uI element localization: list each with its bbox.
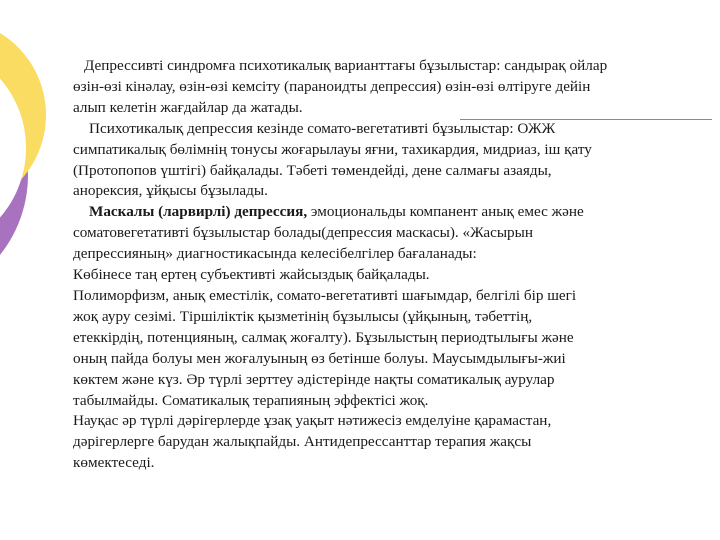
text-line: көмектеседі. — [73, 454, 155, 472]
text-line: көктем және күз. Әр түрлі зерттеу әдістерінде нақты соматикалық аурулар — [73, 370, 555, 388]
text-line: етеккірдің, потенцияның, салмақ жоғалту). Бұзылыстың периодтылығы және — [73, 328, 574, 346]
text-line: анорексия, ұйқысы бұзылады. — [73, 182, 268, 200]
text-line: симпатикалық бөлімнің тонусы жоғарылауы яғни, тахикардия, мидриаз, іш қату — [73, 140, 592, 158]
masked-depression-term: Маскалы (ларвирлі) депрессия, — [89, 203, 308, 221]
paragraph-psychotic-variants — [73, 56, 703, 77]
text-line: Депрессивті синдромға психотикалық варианттағы бұзылыстар: сандырақ ойлар — [84, 57, 608, 74]
text-line: алып келетін жағдайлар да жатады. — [73, 98, 303, 116]
slide-body-text — [73, 56, 703, 474]
text-line: Науқас әр түрлі дәрігерлерде ұзақ уақыт нәтижесіз емделуіне қарамастан, — [73, 412, 552, 430]
text-line: жоқ ауру сезімі. Тіршіліктік қызметінің бұзылысы (ұйқының, тәбеттің, — [73, 307, 533, 325]
paragraph-somato-vegetative — [73, 119, 703, 140]
text-line: дәрігерлерге барудан жалықпайды. Антидепрессанттар терапия жақсы — [73, 433, 532, 451]
text-line: Полиморфизм, анық еместілік, сомато-вегетативті шағымдар, белгілі бір шегі — [73, 286, 577, 304]
text-line: табылмайды. Соматикалық терапияның эффектісі жоқ. — [73, 391, 429, 409]
text-line: (Протопопов үштігі) байқалады. Тәбеті төмендейді, дене салмағы азаяды, — [73, 161, 552, 179]
text-line: оның пайда болуы мен жоғалуының өз бетінше болуы. Маусымдылығы-жиі — [73, 349, 566, 367]
text-line: соматовегетативті бұзылыстар болады(депрессия маскасы). «Жасырын — [73, 224, 533, 242]
text-line: Көбінесе таң ертең субъективті жайсыздық байқалады. — [73, 266, 430, 284]
text-line: депрессияның» диагностикасында келесібелгілер бағаланады: — [73, 245, 477, 263]
text-line: эмоциональды компанент анық емес және — [307, 203, 584, 221]
text-line: өзін-өзі кінәлау, өзін-өзі кемсіту (параноидты депрессия) өзін-өзі өлтіруге дейін — [73, 77, 591, 95]
text-line: Психотикалық депрессия кезінде сомато-вегетативті бұзылыстар: ОЖЖ — [89, 119, 556, 137]
paragraph-masked-depression — [73, 202, 703, 223]
